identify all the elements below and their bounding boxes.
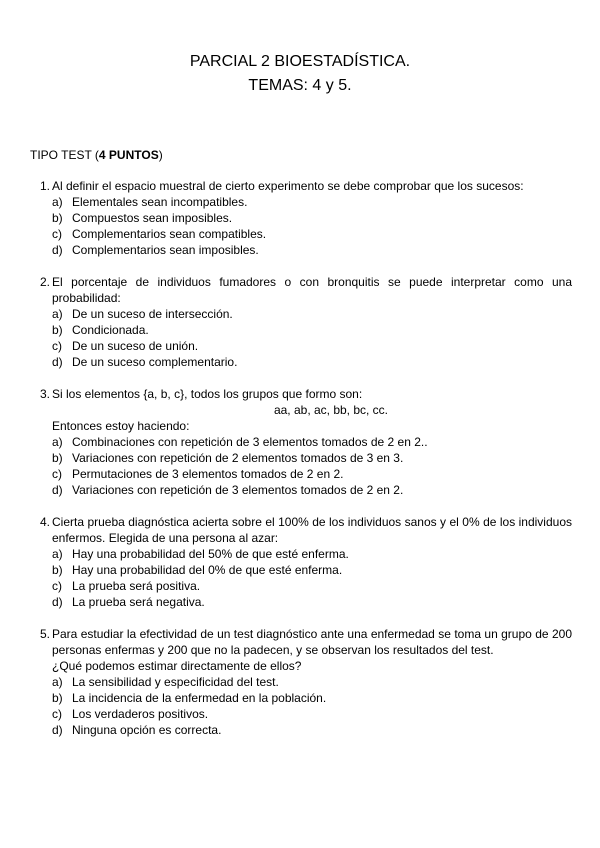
option-d	[52, 594, 572, 610]
option-text: Los verdaderos positivos.	[72, 707, 209, 721]
option-d	[52, 242, 572, 258]
option-text: Compuestos sean imposibles.	[72, 211, 233, 225]
option-b	[52, 322, 572, 338]
option-text: Hay una probabilidad del 0% de que esté enferma.	[72, 563, 343, 577]
option-letter: d)	[52, 595, 63, 609]
option-c	[52, 578, 572, 594]
option-a	[52, 306, 572, 322]
question-text: El porcentaje de individuos fumadores o con bronquitis se puede interpretar como una probabilidad:	[52, 275, 572, 305]
option-text: Complementarios sean imposibles.	[72, 243, 259, 257]
question-prompt: ¿Qué podemos estimar directamente de ellos?	[52, 659, 302, 673]
question-3	[30, 386, 572, 498]
question-groups: aa, ab, ac, bb, bc, cc.	[273, 403, 389, 417]
option-text: La sensibilidad y especificidad del test.	[72, 675, 279, 689]
question-number: 1.	[39, 179, 50, 193]
question-number: 5.	[39, 627, 50, 641]
option-text: Condicionada.	[72, 323, 149, 337]
question-number: 2.	[39, 275, 50, 289]
option-c	[52, 338, 572, 354]
option-letter: a)	[52, 675, 63, 689]
option-a	[52, 674, 572, 690]
option-text: De un suceso complementario.	[72, 355, 238, 369]
option-letter: b)	[52, 691, 63, 705]
option-text: La prueba será negativa.	[72, 595, 205, 609]
exam-topics: TEMAS: 4 y 5.	[248, 77, 352, 94]
option-text: Ninguna opción es correcta.	[72, 723, 222, 737]
option-letter: c)	[52, 227, 62, 241]
option-letter: c)	[52, 339, 62, 353]
question-number: 4.	[39, 515, 50, 529]
option-d	[52, 482, 572, 498]
option-text: Permutaciones de 3 elementos tomados de 2 en 2.	[72, 467, 344, 481]
option-text: La incidencia de la enfermedad en la población.	[72, 691, 327, 705]
option-b	[52, 210, 572, 226]
option-text: Variaciones con repetición de 2 elementos tomados de 3 en 3.	[72, 451, 404, 465]
option-b	[52, 450, 572, 466]
option-d	[52, 354, 572, 370]
option-letter: a)	[52, 307, 63, 321]
question-prompt: Entonces estoy haciendo:	[52, 419, 190, 433]
option-a	[52, 546, 572, 562]
option-b	[52, 690, 572, 706]
option-letter: d)	[52, 243, 63, 257]
option-a	[52, 194, 572, 210]
option-text: Hay una probabilidad del 50% de que esté enferma.	[72, 547, 349, 561]
option-c	[52, 466, 572, 482]
option-b	[52, 562, 572, 578]
option-letter: d)	[52, 355, 63, 369]
section-points: 4 PUNTOS	[98, 148, 159, 162]
option-c	[52, 226, 572, 242]
question-4	[30, 514, 572, 610]
option-text: La prueba será positiva.	[72, 579, 201, 593]
section-close: )	[158, 148, 163, 162]
option-letter: b)	[52, 563, 63, 577]
option-letter: b)	[52, 211, 63, 225]
option-letter: a)	[52, 435, 63, 449]
question-5	[30, 626, 572, 738]
exam-title: PARCIAL 2 BIOESTADÍSTICA.	[189, 53, 411, 70]
question-1	[30, 178, 572, 258]
option-letter: d)	[52, 723, 63, 737]
option-letter: c)	[52, 707, 62, 721]
option-c	[52, 706, 572, 722]
option-d	[52, 722, 572, 738]
question-2	[30, 274, 572, 370]
question-text: Para estudiar la efectividad de un test diagnóstico ante una enfermedad se toma un grupo de 200 personas enfermas y 200 que no la padecen, y se observan los resultados del test.	[52, 627, 572, 657]
question-number: 3.	[39, 387, 50, 401]
section-label: TIPO TEST (	[30, 148, 99, 162]
option-text: De un suceso de intersección.	[72, 307, 233, 321]
option-text: De un suceso de unión.	[72, 339, 199, 353]
option-text: Combinaciones con repetición de 3 elementos tomados de 2 en 2..	[72, 435, 428, 449]
option-letter: b)	[52, 451, 63, 465]
option-text: Variaciones con repetición de 3 elementos tomados de 2 en 2.	[72, 483, 404, 497]
question-text: Cierta prueba diagnóstica acierta sobre el 100% de los individuos sanos y el 0% de los individuos enfermos. Elegida de una persona al azar:	[52, 515, 572, 545]
option-letter: c)	[52, 467, 62, 481]
option-letter: a)	[52, 547, 63, 561]
question-text: Al definir el espacio muestral de cierto experimento se debe comprobar que los sucesos:	[52, 179, 524, 193]
option-letter: b)	[52, 323, 63, 337]
option-a	[52, 434, 572, 450]
option-letter: c)	[52, 579, 62, 593]
option-text: Elementales sean incompatibles.	[72, 195, 248, 209]
option-text: Complementarios sean compatibles.	[72, 227, 267, 241]
question-text: Si los elementos {a, b, c}, todos los grupos que formo son:	[52, 387, 363, 401]
option-letter: d)	[52, 483, 63, 497]
option-letter: a)	[52, 195, 63, 209]
section-heading	[30, 148, 163, 163]
